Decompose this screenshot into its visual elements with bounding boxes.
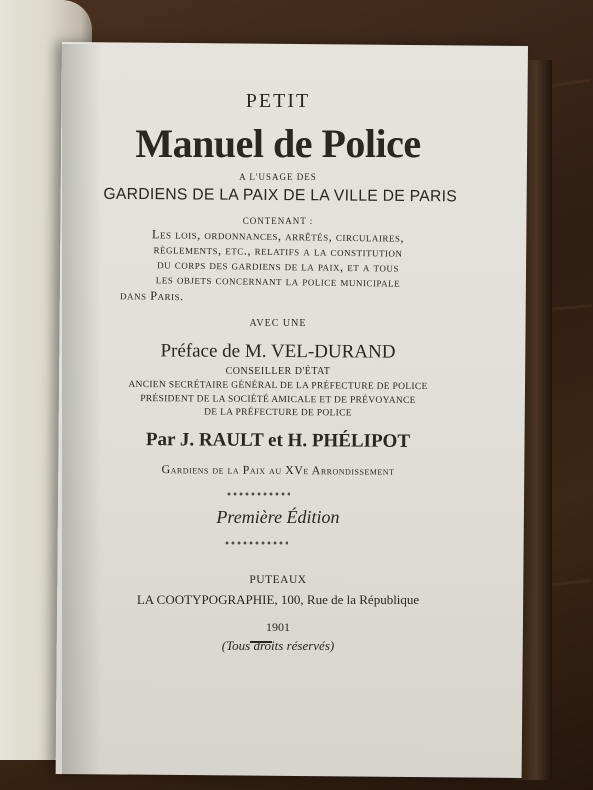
rights-notice: (Tous droits réservés) (221, 638, 335, 653)
contents-line-4: les objets concernant la police municipale (155, 272, 401, 290)
preface-line: Préface de M. VEL-DURAND (160, 340, 396, 363)
publisher-city: PUTEAUX (249, 574, 307, 586)
role-line-1: CONSEILLER D'ÉTAT (225, 366, 331, 377)
role-line-2: ANCIEN SECRÉTAIRE GÉNÉRAL DE LA PRÉFECTURE DE POLICE (128, 379, 428, 393)
avec-une-label: AVEC UNE (249, 318, 307, 329)
publication-year: 1901 (266, 620, 290, 634)
usage-line: A L'USAGE DES (239, 172, 317, 182)
contents-line-3: du corps des gardiens de la paix, et a tous (157, 257, 399, 275)
subtitle-gardiens: GARDIENS DE LA PAIX DE LA VILLE DE PARIS (103, 185, 458, 206)
role-line-4: DE LA PRÉFECTURE DE POLICE (204, 407, 352, 419)
contents-line-1: Les lois, ordonnances, arrêtés, circulaires, (151, 227, 405, 245)
contents-line-5: dans Paris. (119, 288, 184, 304)
edition-line: Première Édition (216, 507, 340, 527)
authors-line: Par J. RAULT et H. PHÉLIPOT (145, 429, 411, 452)
authors-role: Gardiens de la Paix au XVe Arrondissement (161, 462, 395, 478)
book-title: Manuel de Police (135, 121, 421, 166)
contents-line-2: règlements, etc., relatifs a la constitution (153, 242, 403, 260)
ornament-divider-bottom (224, 540, 288, 546)
title-petit: PETIT (245, 90, 311, 112)
role-line-3: PRÉSIDENT DE LA SOCIÉTÉ AMICALE ET DE PRÉVOYANCE (140, 394, 416, 406)
contenant-label: CONTENANT : (242, 216, 314, 226)
publisher-address: LA COOTYPOGRAPHIE, 100, Rue de la République (136, 592, 420, 607)
ornament-divider-top (226, 491, 290, 497)
